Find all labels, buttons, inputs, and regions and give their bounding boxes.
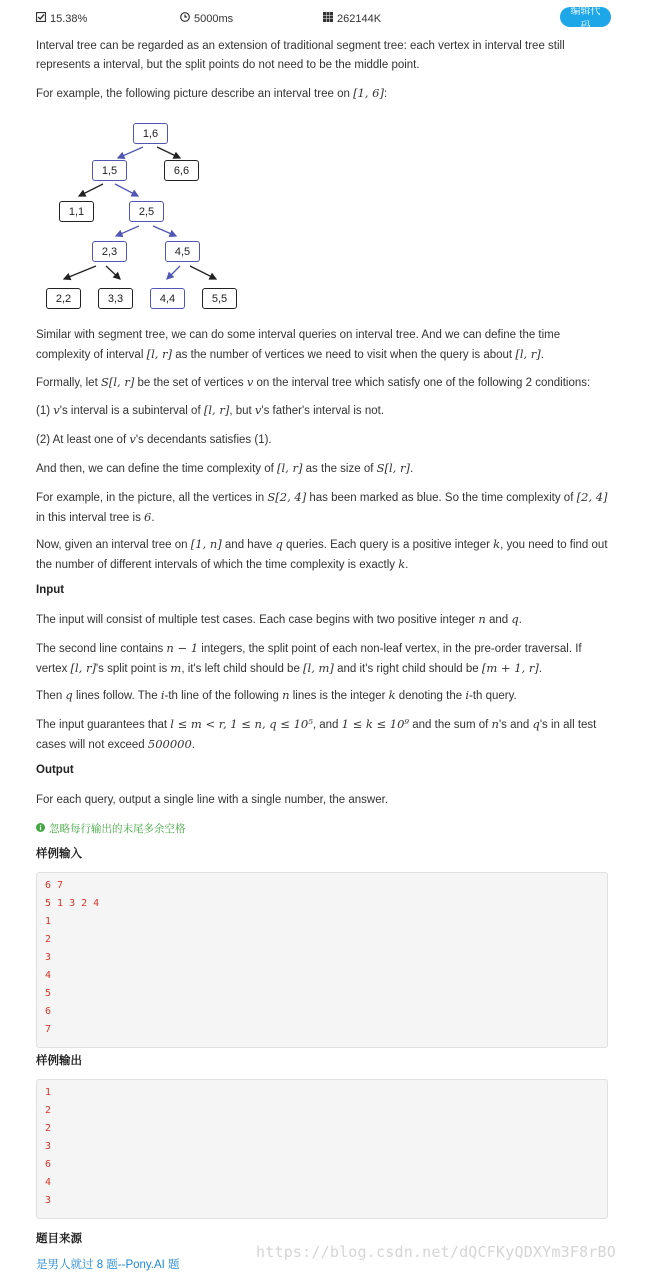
statement-paragraph-1: Interval tree can be regarded as an extension of traditional segment tree: each vertex in interval tree still represents a interval, but the split points do not need to be the middle point. bbox=[36, 40, 565, 71]
statement-paragraph-7: Now, given an interval tree on [1, n] and have q queries. Each query is a positive integer k, you need to find out the number of different intervals of which the time complexity is exactly k. bbox=[36, 537, 608, 571]
sample-input-line: 6 7 bbox=[45, 880, 64, 891]
input-heading: Input bbox=[36, 584, 65, 596]
tree-node: 3,3 bbox=[98, 288, 133, 309]
edit-code-button[interactable]: 编辑代码 bbox=[560, 7, 611, 27]
tree-node: 6,6 bbox=[164, 160, 199, 181]
sample-output-heading: 样例输出 bbox=[36, 1055, 82, 1067]
tree-node: 1,1 bbox=[59, 201, 94, 222]
sample-input-box[interactable] bbox=[36, 872, 608, 1048]
condition-2: (2) At least one of v's decendants satisfies (1). bbox=[36, 432, 272, 446]
statement-paragraph-4: Formally, let S[l, r] be the set of vertices v on the interval tree which satisfy one of the following 2 conditions: bbox=[36, 375, 591, 389]
sample-input-line: 7 bbox=[45, 1024, 52, 1035]
time-limit bbox=[180, 12, 233, 25]
statement-paragraph-3: Similar with segment tree, we can do some interval queries on interval tree. And we can define the time complexity of interval [l, r] as the number of vertices we need to visit when the query is about [l, r]. bbox=[36, 329, 561, 361]
input-paragraph-2: The second line contains n − 1 integers, the split point of each non-leaf vertex, in the pre-order traversal. If vertex [l, r]'s split point is m, it's left child should be [l, m] and it's right child should be [m + 1, r]. bbox=[36, 641, 582, 675]
check-square-icon bbox=[36, 12, 46, 25]
input-paragraph-1: The input will consist of multiple test cases. Each case begins with two positive integer n and q. bbox=[36, 612, 522, 626]
tree-node: 2,5 bbox=[129, 201, 164, 222]
memory-limit bbox=[323, 12, 381, 25]
tree-node: 4,4 bbox=[150, 288, 185, 309]
source-link[interactable]: 是男人就过 8 题--Pony.AI 题 bbox=[36, 1259, 180, 1271]
sample-output-line: 6 bbox=[45, 1159, 52, 1170]
sample-input-line: 2 bbox=[45, 934, 52, 945]
sample-output-line: 3 bbox=[45, 1195, 52, 1206]
clock-icon bbox=[180, 12, 190, 25]
sample-input-line: 1 bbox=[45, 916, 52, 927]
tree-node: 1,5 bbox=[92, 160, 127, 181]
grid-icon bbox=[323, 12, 333, 25]
condition-1: (1) v's interval is a subinterval of [l, r], but v's father's interval is not. bbox=[36, 403, 385, 417]
sample-output-line: 2 bbox=[45, 1105, 52, 1116]
source-heading: 题目来源 bbox=[36, 1233, 82, 1245]
whitespace-tip-text: 忽略每行输出的末尾多余空格 bbox=[49, 823, 186, 835]
accept-rate bbox=[36, 12, 87, 25]
tree-node: 5,5 bbox=[202, 288, 237, 309]
sample-input-line: 3 bbox=[45, 952, 52, 963]
whitespace-tip bbox=[36, 821, 186, 836]
input-paragraph-3: Then q lines follow. The i-th line of the following n lines is the integer k denoting the i-th query. bbox=[36, 688, 517, 702]
statement-paragraph-5: And then, we can define the time complexity of [l, r] as the size of S[l, r]. bbox=[36, 461, 414, 475]
statement-paragraph-6: For example, in the picture, all the vertices in S[2, 4] has been marked as blue. So the time complexity of [2, 4] in this interval tree is 6. bbox=[36, 490, 608, 524]
time-limit-value: 5000ms bbox=[194, 12, 234, 25]
sample-output-box[interactable] bbox=[36, 1079, 608, 1219]
output-paragraph: For each query, output a single line with a single number, the answer. bbox=[36, 794, 389, 806]
tree-node: 4,5 bbox=[165, 241, 200, 262]
sample-input-line: 5 1 3 2 4 bbox=[45, 898, 100, 909]
info-icon bbox=[36, 823, 45, 835]
interval-tree-figure bbox=[40, 118, 250, 314]
sample-input-heading: 样例输入 bbox=[36, 848, 82, 860]
tree-node: 2,3 bbox=[92, 241, 127, 262]
tree-node: 1,6 bbox=[133, 123, 168, 144]
output-heading: Output bbox=[36, 764, 74, 776]
accept-rate-value: 15.38% bbox=[50, 12, 88, 25]
input-paragraph-4: The input guarantees that l ≤ m < r, 1 ≤ n, q ≤ 10⁵, and 1 ≤ k ≤ 10⁹ and the sum of n's and q's in all test cases will not exceed 500000. bbox=[36, 717, 597, 751]
memory-limit-value: 262144K bbox=[337, 12, 382, 25]
watermark: https://blog.csdn.net/dQCFKyQDXYm3F8rBO bbox=[256, 1243, 616, 1261]
sample-output-line: 1 bbox=[45, 1087, 52, 1098]
statement-paragraph-2: For example, the following picture describe an interval tree on [1, 6]: bbox=[36, 86, 388, 100]
sample-output-line: 2 bbox=[45, 1123, 52, 1134]
sample-input-line: 6 bbox=[45, 1006, 52, 1017]
sample-output-line: 3 bbox=[45, 1141, 52, 1152]
sample-output-line: 4 bbox=[45, 1177, 52, 1188]
sample-input-line: 5 bbox=[45, 988, 52, 999]
sample-input-line: 4 bbox=[45, 970, 52, 981]
tree-node: 2,2 bbox=[46, 288, 81, 309]
